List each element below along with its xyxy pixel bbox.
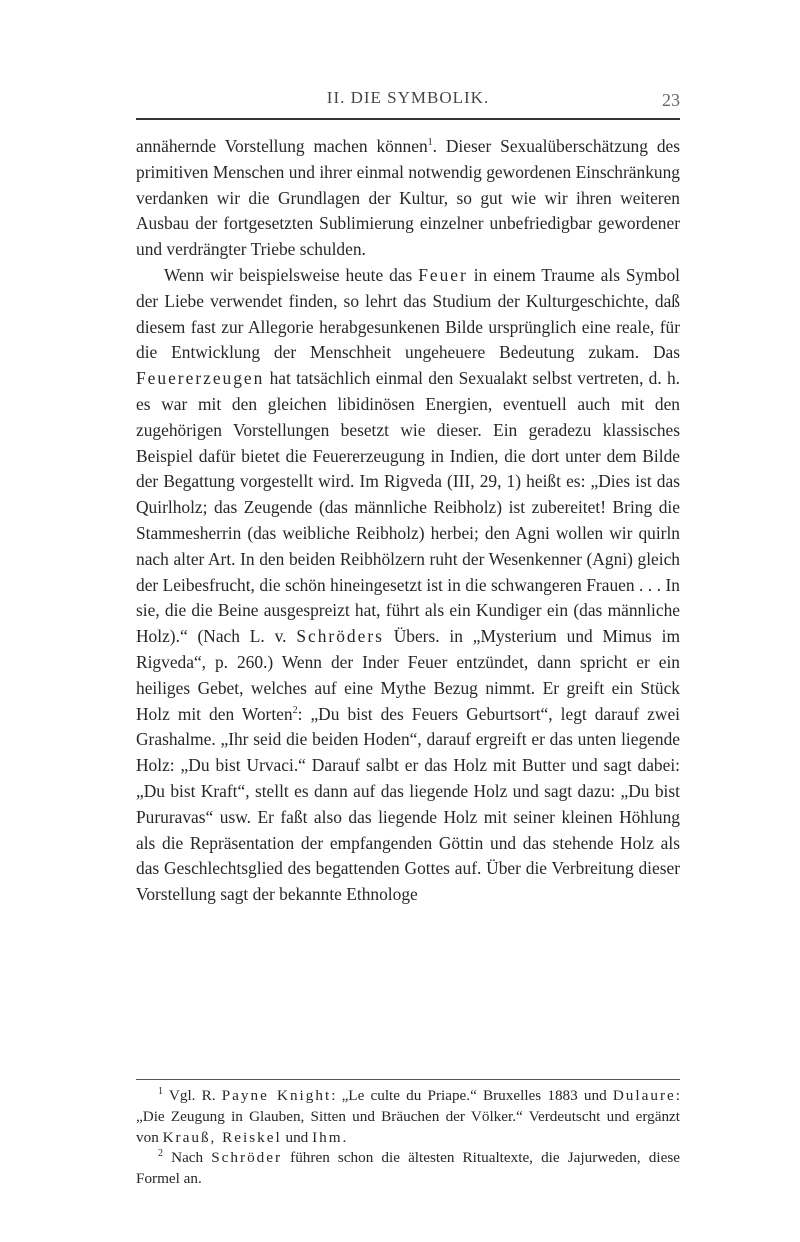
footnote-1-mark: 1 [158,1085,163,1097]
paragraph-2-text-a: Wenn wir beispielsweise heute das [164,264,419,285]
footnote-1-author-ihm: Ihm [312,1128,343,1146]
paragraph-2-text-c: hat tatsächlich einmal den Sexualakt selbst vertreten, d. h. es war mit den gleichen libidinösen Energien, eventuell auch mit den zugehörigen Vorstellungen besetzt wie dieser. Ein geradezu klassisches Beispiel dafür bietet die Feuererzeugung in Indien, die dort unter dem Bilde der Begattung vorgestellt wird. Im Rigveda (III, 29, 1) heißt es: „Dies ist das Quirlholz; das Zeugende (das männliche Reibholz) ist zubereitet! Bring die Stammesherrin (das weibliche Reibholz) herbei; den Agni wollen wir quirln nach alter Art. In den beiden Reibhölzern ruht der Wesenkenner (Agni) gleich der Leibesfrucht, die schön hineingesetzt ist in die schwangeren Frauen . . . In sie, die die Beine ausgespreizt hat, führt als ein Kundiger ein (das männliche Holz).“ (Nach L. v. [136,368,680,647]
footnote-1-text-c: : „Die Zeugung in Glauben, Sitten und Bräuchen der Völker.“ Verdeutscht und ergänzt von [136,1087,680,1146]
footnote-2-author-schroeder: Schröder [211,1149,283,1167]
footnote-1-author-payne-knight: Payne Knight [221,1087,332,1104]
spaced-term-feuer: Feuer [418,264,468,285]
main-text [136,134,680,908]
running-head [136,88,680,112]
paragraph-2-text-e: : „Du bist des Feuers Geburtsort“, legt darauf zwei Grashalme. „Ihr seid die beiden Hoden“, darauf ergreift er das unten liegende Holz: „Du bist Urvaci.“ Darauf salbt er das Holz mit Butter und sagt dabei: „Du bist Kraft“, stellt es dann auf das liegende Holz und sagt dazu: „Du bist Pururavas“ usw. Er faßt also das liegende Holz mit seiner kleinen Höhlung als die Repräsentation der empfangenden Göttin und das stehende Holz als das Geschlechtsglied des begattenden Gottes auf. Über die Verbreitung dieser Vorstellung sagt der bekannte Ethnologe [136,703,680,905]
footnote-rule [136,1079,680,1080]
paragraph-2 [136,263,680,908]
footnote-ref-2: 2 [292,704,298,716]
footnote-1-text-d: und [281,1128,313,1146]
chapter-title: II. DIE SYMBOLIK. [326,88,490,107]
paragraph-2-text-d: Übers. in „Mysterium und Mimus im Rigveda“, p. 260.) Wenn der Inder Feuer entzündet, dann spricht er ein heiliges Gebet, welches auf eine Mythe Bezug nimmt. Er greift ein Stück Holz mit den Worten [136,626,680,724]
footnote-2-text-b: führen schon die ältesten Ritualtexte, die Jajurweden, diese Formel an. [136,1149,680,1188]
footnote-1-text-e: . [342,1128,347,1146]
footnote-2 [136,1148,680,1190]
spaced-term-schroeders: Schröders [296,626,384,647]
footnote-1-author-dulaure: Dulaure [612,1087,676,1104]
header-rule [136,118,680,120]
spaced-term-feuererzeugen: Feuererzeugen [136,368,265,389]
footnote-1-text-a: Vgl. R. [163,1087,222,1104]
paragraph-1-text-b: . Dieser Sexualüberschätzung des primitiven Menschen und ihrer einmal notwendig gewordenen Einschränkung verdanken wir die Grundlagen der Kultur, so gut wie wir ihren weiteren Ausbau der fortgesetzten Sublimierung einzelner unbefriedigbar gewordener und verdrängter Triebe schulden. [136,136,680,260]
paragraph-1-text-a: annähernde Vorstellung machen können [136,136,428,156]
paragraph-2-text-b: in einem Traume als Symbol der Liebe verwendet finden, so lehrt das Studium der Kulturgeschichte, daß diesem fast zur Allegorie herabgesunkenen Bilde ursprünglich eine reale, für die Entwicklung der Menschheit ungeheuere Bedeutung zukam. Das [136,264,680,363]
footnotes [136,1086,680,1190]
page-number: 23 [662,90,680,110]
paragraph-1 [136,134,680,263]
footnote-2-text-a: Nach [163,1149,212,1167]
footnote-ref-1: 1 [427,137,433,149]
footnote-1-text-b: : „Le culte du Priape.“ Bruxelles 1883 und [331,1087,613,1104]
footnote-1 [136,1086,680,1148]
footnote-2-mark: 2 [158,1148,163,1160]
footnote-1-author-krauss-reiskel: Krauß, Reiskel [162,1128,282,1146]
